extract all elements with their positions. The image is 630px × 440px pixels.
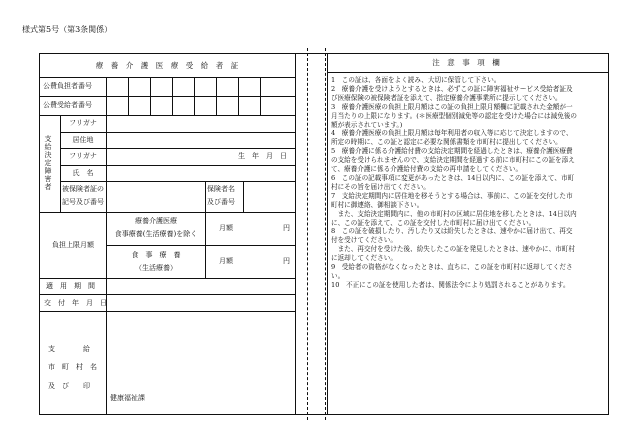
grantor-label-1: 支 給	[48, 345, 90, 353]
name-label: 氏 名	[72, 169, 94, 177]
furigana-label-1: フリガナ	[69, 119, 97, 127]
medical-care-label-2: 食事療養(生活療養)を除く	[114, 230, 198, 238]
birthdate-label: 生 年 月 日	[238, 152, 287, 160]
department-name: 健康福祉課	[110, 394, 145, 402]
note-item: 1 この証は、各面をよく読み、大切に保管して下さい。	[331, 76, 501, 84]
note-item: 7 支給決定期間内に居住地を移そうとする場合は、事前に、この証を交付した市町村に御連絡、御相談下さい。	[331, 191, 573, 209]
meal-care-label-2: （生活療養）	[135, 264, 177, 272]
yen-unit-2: 円	[283, 257, 290, 265]
note-item: また、支給決定期間内に、他の市町村の区域に居住地を移したときは、14日以内に、この証を添えて、この証を交付した市町村に届け出てください。	[331, 209, 577, 227]
rule	[205, 181, 206, 278]
rule	[327, 53, 328, 415]
medical-care-label-1: 療養介護医療	[135, 217, 177, 225]
issue-date-label: 交 付 年 月 日	[44, 299, 107, 307]
rule	[60, 148, 295, 149]
meal-care-label-1: 食 事 療 養	[131, 251, 181, 259]
note-item: また、再交付を受けた後、紛失したこの証を発見したときは、速やかに、市町村に返却してください。	[331, 245, 575, 263]
insurance-card-label-2: 記号及び番号	[62, 198, 104, 206]
form-number-label: 様式第5号（第3条関係）	[22, 25, 113, 34]
note-item: 9 受給者の資格がなくなったときは、直ちに、この証を市町村に返却してください。	[331, 263, 573, 280]
public-recipient-number-label: 公費受給者番号	[43, 101, 92, 109]
grantor-label-3: 及 び 印	[48, 382, 90, 390]
rule	[39, 294, 295, 295]
rule	[106, 77, 107, 414]
rule	[39, 115, 295, 116]
insurer-label-2: 及び番号	[207, 198, 235, 206]
designated-person-group-label: 支給決定障害者	[44, 135, 52, 191]
rule	[39, 77, 295, 78]
rule	[39, 278, 295, 279]
rule	[39, 311, 295, 312]
rule	[243, 181, 244, 212]
rule	[60, 181, 295, 182]
rule	[327, 72, 609, 73]
notes-list	[331, 76, 578, 290]
note-item: 3 療養介護医療の負担上限月額はこの証の負担上限月額欄に記載された金額が一月当たりの上限になります。(＊医療型個別減免等の認定を受けた場合には減免後の額が表示されています。)	[331, 102, 578, 129]
insurer-label-1: 保険者名	[207, 185, 235, 193]
insurance-card-label-1: 被保険者証の	[62, 185, 104, 193]
notes-title: 注 意 事 項 欄	[432, 58, 500, 67]
grantor-label-2: 市 町 村 名	[48, 363, 97, 371]
note-item: 4 療養介護医療の負担上限月額は毎年利用者の収入等に応じて決定しますので、所定の時期に、この証と認定に必要な関係書類を市町村に提出してください。	[331, 129, 573, 147]
rule	[106, 245, 295, 246]
rule	[39, 96, 295, 97]
note-item: 8 この証を破損したり、汚したり又は紛失したときは、速やかに届け出て、再交付を受けてください。	[331, 227, 573, 245]
address-label: 居住地	[72, 136, 94, 144]
payment-cap-label: 負担上限月額	[52, 241, 94, 249]
right-fold-line	[325, 48, 326, 420]
rule	[39, 212, 295, 213]
furigana-label-2: フリガナ	[69, 152, 97, 160]
note-item: 2 療養介護を受けようとするときは、必ずこの証に障害福祉サービス受給者証及び医療保険の被保険者証を添えて、指定療養介護事業所に提示してください。	[331, 84, 573, 102]
monthly-amount-label-2: 月額	[219, 257, 233, 265]
rule	[60, 115, 61, 212]
rule	[39, 414, 295, 415]
rule	[60, 165, 295, 166]
certificate-title: 療 養 介 護 医 療 受 給 者 証	[95, 61, 239, 70]
note-item: 10 不正にこの証を使用した者は、関係法令により処罰されることがあります。	[331, 280, 570, 289]
rule	[295, 53, 296, 415]
note-item: 6 この証の記載事項に変更があったときは、14日以内に、この証を添えて、市町村にその旨を届け出てください。	[331, 173, 575, 191]
rule	[60, 132, 295, 133]
public-payer-number-label: 公費負担者番号	[43, 82, 92, 90]
valid-period-label: 適 用 期 間	[46, 282, 95, 290]
note-item: 5 療養介護に係る介護給付費の支給決定期間を経過したときは、療養介護医療費の支給を受けられませんので、支給決定期間を経過する前に市町村にこの証を添えて、療養介護に係る介護給付費の支給の再申請をしてください。	[331, 147, 575, 174]
yen-unit-1: 円	[283, 224, 290, 232]
left-fold-line	[307, 48, 308, 420]
monthly-amount-label-1: 月額	[219, 224, 233, 232]
